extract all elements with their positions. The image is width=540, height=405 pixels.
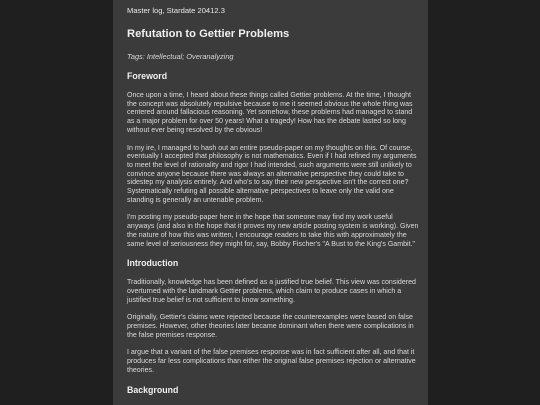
- article-tags: Tags: Intellectual; Overanalyzing: [127, 52, 234, 61]
- article-page: [113, 0, 428, 405]
- paragraph: Once upon a time, I heard about these things called Gettier problems. At the time, I thought the concept was absolutely repulsive because to me it seemed obvious the whole thing was centered around fallacious reasoning. Yet somehow, these problems had managed to stand as a major problem for over 50 years! What a tragedy! How has the debate lasted so long without ever being resolved by the obvious!: [127, 92, 413, 134]
- section-heading-foreword: Foreword: [127, 71, 168, 81]
- log-header: Master log, Stardate 20412.3: [127, 6, 225, 15]
- paragraph: Originally, Gettier's claims were rejected because the counterexamples were based on false premises. However, other theories later became dominant when there were complications in the false premises response.: [127, 314, 414, 339]
- section-heading-background: Background: [127, 384, 179, 395]
- article-content: [127, 6, 419, 396]
- section-heading-introduction: Introduction: [127, 258, 179, 269]
- article-title: Refutation to Gettier Problems: [127, 28, 290, 40]
- paragraph: Traditionally, knowledge has been defined as a justified true belief. This view was considered overturned with the landmark Gettier problems, which claim to produce cases in which a justified true belief is not sufficient to know something.: [127, 279, 416, 304]
- paragraph: I argue that a variant of the false premises response was in fact sufficient after all, and that it produces far less complications than either the original false premises rejection or alternative theories.: [127, 349, 416, 374]
- paragraph: In my ire, I managed to hash out an entire pseudo-paper on my thoughts on this. Of course, eventually I accepted that philosophy is not mathematics. Even if I had refined my arguments to meet the level of rationality and rigor I had intended, such arguments were still unlikely to convince anyone because there was always an alternative perspective they could take to sidestep my analysis entirely. And who's to say their new perspective isn't the correct one? Systematically refuting all possible alternative perspectives to leave only the valid one standing is generally an untenable problem.: [127, 144, 417, 204]
- paragraph: I'm posting my pseudo-paper here in the hope that someone may find my work useful anyways (and also in the hope that it proves my new article posting system is working). Given the nature of how this was written, I encourage readers to take this with approximately the same level of seriousness they might for, say, Bobby Fischer's "A Bust to the King's Gambit.": [127, 214, 419, 248]
